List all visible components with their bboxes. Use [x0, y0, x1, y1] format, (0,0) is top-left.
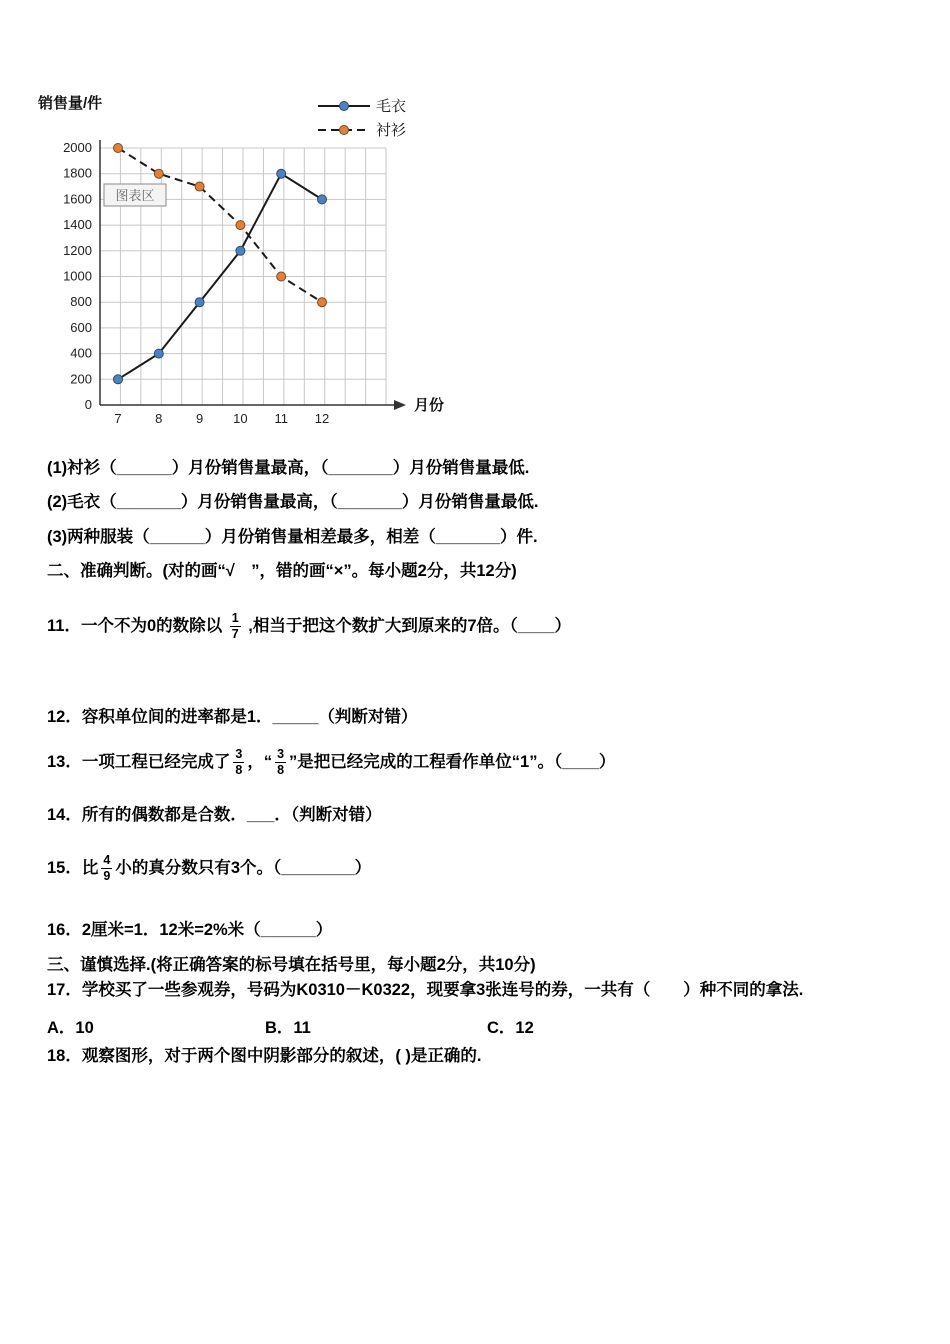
question-13-text-suffix: ”是把已经完成的工程看作单位“1”。（____）	[289, 753, 616, 772]
svg-text:毛衣: 毛衣	[376, 98, 407, 115]
question-13	[47, 740, 615, 786]
question-13-text-mid: ，“	[247, 753, 273, 772]
question-2: (2)毛衣（_______）月份销售量最高，（_______）月份销售量最低.	[47, 493, 539, 511]
question-17: 17．学校买了一些参观券，号码为K0310－K0322，现要拿3张连号的券，一共有（ ）种不同的拿法.	[47, 981, 804, 999]
fraction-denominator: 8	[277, 762, 285, 777]
fraction-3-8	[275, 747, 286, 778]
fraction-numerator: 4	[103, 852, 111, 867]
svg-text:2000: 2000	[63, 140, 92, 155]
fraction-numerator: 3	[277, 746, 285, 761]
svg-text:11: 11	[274, 411, 288, 426]
svg-text:图表区: 图表区	[115, 188, 155, 203]
svg-text:0: 0	[84, 397, 92, 412]
option-b: B．11	[265, 1019, 311, 1037]
question-14: 14．所有的偶数都是合数．___．（判断对错）	[47, 806, 382, 824]
question-1: (1)衬衫（______）月份销售量最高，（_______）月份销售量最低.	[47, 459, 530, 477]
svg-text:800: 800	[70, 294, 92, 310]
question-11-text-suffix: ,相当于把这个数扩大到原来的7倍。（____）	[243, 617, 571, 636]
question-17-options	[47, 1014, 907, 1038]
fraction-4-9	[101, 853, 112, 884]
svg-text:600: 600	[70, 319, 92, 335]
sales-chart-svg	[30, 88, 485, 440]
svg-text:400: 400	[70, 345, 92, 361]
svg-text:月份: 月份	[414, 397, 445, 414]
fraction-denominator: 8	[235, 762, 243, 777]
question-13-text-prefix: 13．一项工程已经完成了	[47, 753, 231, 772]
svg-text:1600: 1600	[63, 191, 92, 207]
svg-text:1200: 1200	[63, 242, 92, 258]
section-3-header: 三、谨慎选择.(将正确答案的标号填在括号里，每小题2分，共10分)	[47, 956, 536, 974]
sales-chart	[30, 88, 490, 443]
fraction-3-8	[233, 747, 244, 778]
question-16: 16．2厘米=1．12米=2%米（______）	[47, 921, 333, 939]
svg-text:1400: 1400	[63, 217, 92, 233]
svg-text:12: 12	[314, 411, 330, 426]
svg-text:8: 8	[155, 411, 163, 426]
question-11	[47, 604, 571, 650]
svg-text:9: 9	[195, 411, 204, 426]
svg-text:衬衫: 衬衫	[376, 122, 407, 139]
section-2-header: 二、准确判断。(对的画“√ ”，错的画“×”。每小题2分，共12分)	[47, 562, 517, 580]
option-a: A．10	[47, 1019, 94, 1037]
svg-text:10: 10	[233, 411, 248, 426]
svg-text:1800: 1800	[63, 165, 92, 181]
question-12: 12．容积单位间的进率都是1．_____（判断对错）	[47, 708, 418, 726]
svg-text:200: 200	[70, 371, 92, 387]
fraction-numerator: 1	[231, 610, 239, 625]
option-c: C．12	[487, 1019, 534, 1037]
question-18: 18．观察图形，对于两个图中阴影部分的叙述，( )是正确的.	[47, 1047, 482, 1065]
fraction-1-7	[230, 611, 241, 642]
question-15	[47, 846, 371, 892]
question-15-text-prefix: 15．比	[47, 859, 99, 878]
svg-text:1000: 1000	[63, 268, 92, 284]
question-3: (3)两种服装（______）月份销售量相差最多，相差（_______）件.	[47, 528, 538, 546]
svg-text:7: 7	[114, 411, 122, 426]
fraction-denominator: 9	[103, 868, 111, 883]
question-15-text-suffix: 小的真分数只有3个。（________）	[115, 859, 372, 878]
question-11-text-prefix: 11．一个不为0的数除以	[47, 617, 227, 636]
svg-text:销售量/件: 销售量/件	[38, 95, 103, 112]
fraction-numerator: 3	[235, 746, 243, 761]
fraction-denominator: 7	[231, 626, 239, 641]
